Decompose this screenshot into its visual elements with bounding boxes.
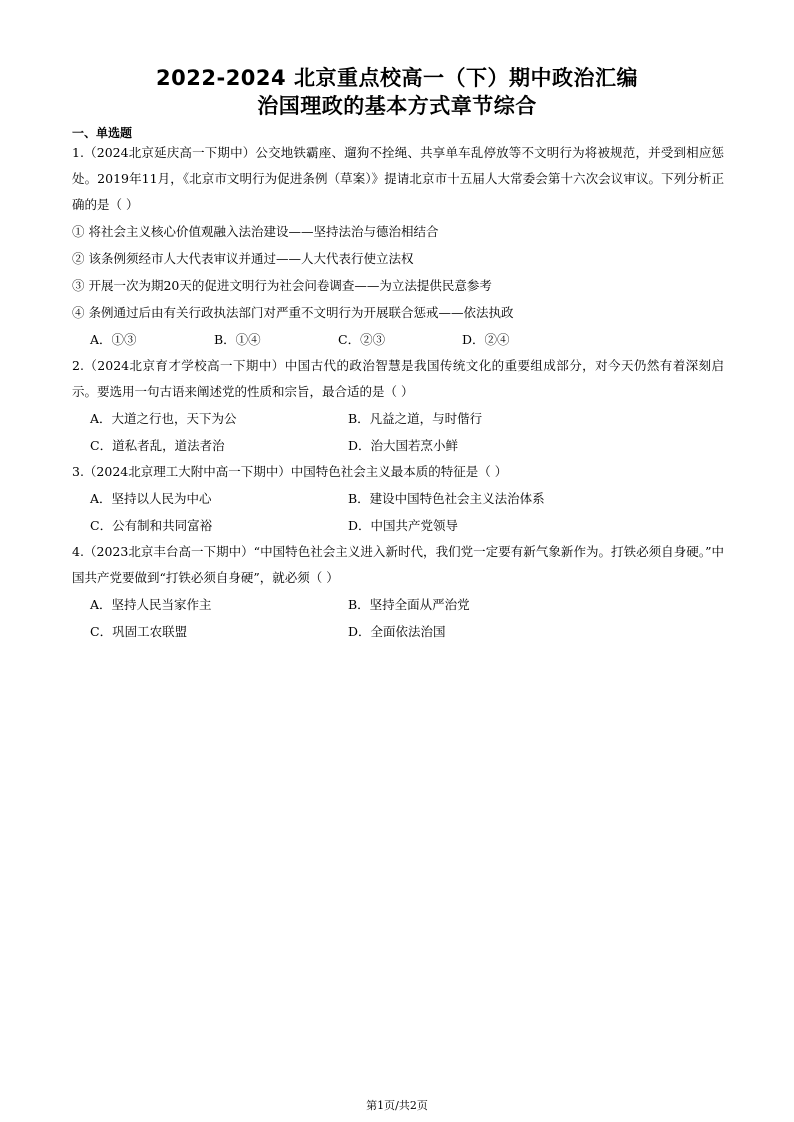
option-d: D．全面依法治国 — [348, 624, 446, 639]
option-d: D．中国共产党领导 — [348, 518, 459, 533]
option-b: B．凡益之道，与时偕行 — [348, 411, 483, 426]
option-c: C．②③ — [338, 332, 386, 347]
option-group — [72, 591, 724, 645]
option-b: B．建设中国特色社会主义法治体系 — [348, 491, 545, 506]
option-a: A．大道之行也，天下为公 — [90, 411, 237, 426]
option-b: B．①④ — [214, 332, 261, 347]
statement-item: ④ 条例通过后由有关行政执法部门对严重不文明行为开展联合惩戒——依法执政 — [72, 305, 514, 320]
document-title: 2022-2024 北京重点校高一（下）期中政治汇编 — [156, 66, 638, 90]
question-stem: 2.（2024北京育才学校高一下期中）中国古代的政治智慧是我国传统文化的重要组成部分，对今天仍然有着深刻启示。要选用一句古语来阐述党的性质和宗旨，最合适的是（ ） — [72, 358, 724, 399]
option-a: A．坚持以人民为中心 — [90, 491, 212, 506]
question-4 — [72, 539, 724, 645]
option-group — [72, 405, 724, 459]
statement-item: ③ 开展一次为期20天的促进文明行为社会问卷调查——为立法提供民意参考 — [72, 278, 492, 293]
question-2 — [72, 353, 724, 459]
question-stem: 4.（2023北京丰台高一下期中）“中国特色社会主义进入新时代，我们党一定要有新气象新作为。打铁必须自身硬。”中国共产党要做到“打铁必须自身硬”，就必须（ ） — [72, 544, 724, 585]
statement-item: ① 将社会主义核心价值观融入法治建设——坚持法治与德治相结合 — [72, 224, 439, 239]
statement-item: ② 该条例须经市人大代表审议并通过——人大代表行使立法权 — [72, 251, 414, 266]
question-stem: 3.（2024北京理工大附中高一下期中）中国特色社会主义最本质的特征是（ ） — [72, 464, 508, 479]
question-list — [72, 140, 724, 645]
question-3 — [72, 459, 724, 539]
option-d: D．②④ — [462, 332, 510, 347]
option-c: C．巩固工农联盟 — [90, 624, 188, 639]
page-number: 第1页/共2页 — [366, 1099, 428, 1112]
option-group — [72, 485, 724, 539]
question-stem: 1.（2024北京延庆高一下期中）公交地铁霸座、遛狗不拴绳、共享单车乱停放等不文明行为将被规范，并受到相应惩处。2019年11月，《北京市文明行为促进条例（草案）》提请北京市十五届人大常委会第十六次会议审议。下列分析正确的是（ ） — [72, 145, 724, 212]
option-c: C．道私者乱，道法者治 — [90, 438, 225, 453]
document-subtitle: 治国理政的基本方式章节综合 — [257, 94, 537, 118]
section-heading: 一、单选题 — [72, 126, 133, 140]
option-b: B．坚持全面从严治党 — [348, 597, 470, 612]
option-d: D．治大国若烹小鲜 — [348, 438, 459, 453]
option-a: A．坚持人民当家作主 — [90, 597, 212, 612]
option-c: C．公有制和共同富裕 — [90, 518, 213, 533]
option-group — [72, 326, 724, 353]
option-a: A．①③ — [90, 332, 137, 347]
question-1 — [72, 140, 724, 353]
